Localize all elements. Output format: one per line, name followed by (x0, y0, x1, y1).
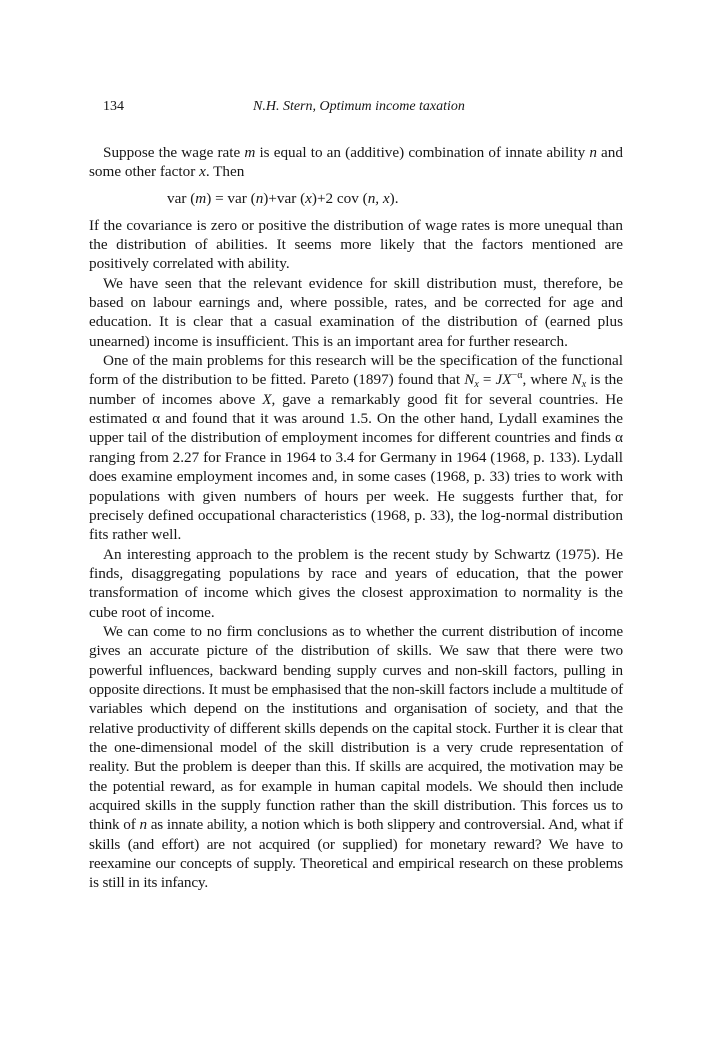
italic-term: n (589, 144, 597, 161)
text-run: We can come to no firm conclusions as to whether the current distribution of income gives an accurate picture of the distribution of skills. We saw that there were two powerful influences, backward bending supply curves and non-skill factors, pulling in opposite directions. It must be emphasised that the non-skill factors include a multitude of variables which depend on the institutions and organisation of society, and that the relative productivity of different skills depends on the capital stock. Further it is clear that the one-dimensional model of the skill distribution is a very crude representation of reality. But the problem is deeper than this. If skills are acquired, the motivation may be the potential reward, as for example in human capital models. We should then include acquired skills in the supply function rather than the skill distribution. This forces us to think of (89, 622, 623, 834)
superscript: −α (511, 370, 523, 382)
text-run: Suppose the wage rate (103, 144, 245, 161)
italic-term: n (255, 189, 264, 207)
italic-term: x (199, 163, 206, 181)
text-run: An interesting approach to the problem is the recent study by Schwartz (1975). He finds, disaggregating populations by race and years of education, that the power transformation of income which gives the closest approximation to normality is the cube root of income. (89, 545, 623, 621)
text-run: We have seen that the relevant evidence for skill distribution must, therefore, be based on labour earnings and, where possible, rates, and be corrected for age and education. It is clear that a casual examination of the distribution of (earned plus unearned) income is insufficient. This is an important area for further research. (89, 274, 623, 350)
text-run: )+2 cov ( (311, 189, 368, 207)
italic-term: N (571, 371, 582, 389)
running-title: N.H. Stern, Optimum income taxation (253, 99, 465, 114)
text-run: = (478, 371, 496, 389)
text-run: . Then (205, 163, 245, 181)
text-run: is the number of incomes above (89, 371, 623, 408)
italic-term: m (195, 189, 207, 207)
equation (89, 188, 623, 209)
italic-term: X (262, 390, 272, 408)
italic-term: JX (495, 371, 512, 389)
text-run: and some other factor (89, 144, 623, 181)
page-number: 134 (103, 99, 124, 114)
italic-term: m (244, 144, 256, 161)
italic-term: n, x (367, 189, 390, 207)
paragraph (89, 545, 623, 622)
text-run: )+var ( (263, 189, 306, 207)
text-run: is equal to an (additive) combination of innate ability (255, 144, 590, 161)
text-run: If the covariance is zero or positive the distribution of wage rates is more unequal than the distribution of abilities. It seems more likely that the factors mentioned are positively correlated with ability. (89, 216, 623, 273)
text-run: var ( (167, 189, 196, 207)
text-run: , where (522, 371, 572, 389)
paragraph (89, 143, 623, 182)
italic-term: x (305, 189, 312, 207)
text-run: , gave a remarkably good fit for several countries. He estimated α and found that it was around 1.5. On the other hand, Lydall examines the upper tail of the distribution of employment incomes for different countries and finds α ranging from 2.27 for France in 1964 to 3.4 for Germany in 1964 (1968, p. 133). Lydall does examine employment incomes and, in some cases (1968, p. 33) tries to work with populations with given numbers of hours per week. He suggests further that, for precisely defined occupational characteristics (1968, p. 33), the log-normal distribution fits rather well. (89, 390, 624, 544)
page-header (103, 99, 623, 121)
text-run: One of the main problems for this research will be the specification of the functional form of the distribution to be fitted. Pareto (1897) found that (89, 352, 623, 389)
paragraph (89, 351, 623, 544)
text-run: ) = var ( (206, 189, 256, 207)
text-run: as innate ability, a notion which is both slippery and controversial. And, what if skills (and effort) are not acquired (or supplied) for monetary reward? We have to reexamine our concepts of supply. Theoretical and empirical research on these problems is still in its infancy. (89, 816, 623, 892)
text-run: ). (389, 189, 399, 207)
paragraph (89, 622, 623, 893)
subscript: x (474, 379, 479, 391)
body-text (89, 143, 623, 893)
italic-term: n (139, 816, 147, 834)
paragraph (89, 216, 623, 274)
paragraph (89, 274, 623, 351)
subscript: x (581, 379, 587, 391)
italic-term: N (464, 371, 475, 389)
